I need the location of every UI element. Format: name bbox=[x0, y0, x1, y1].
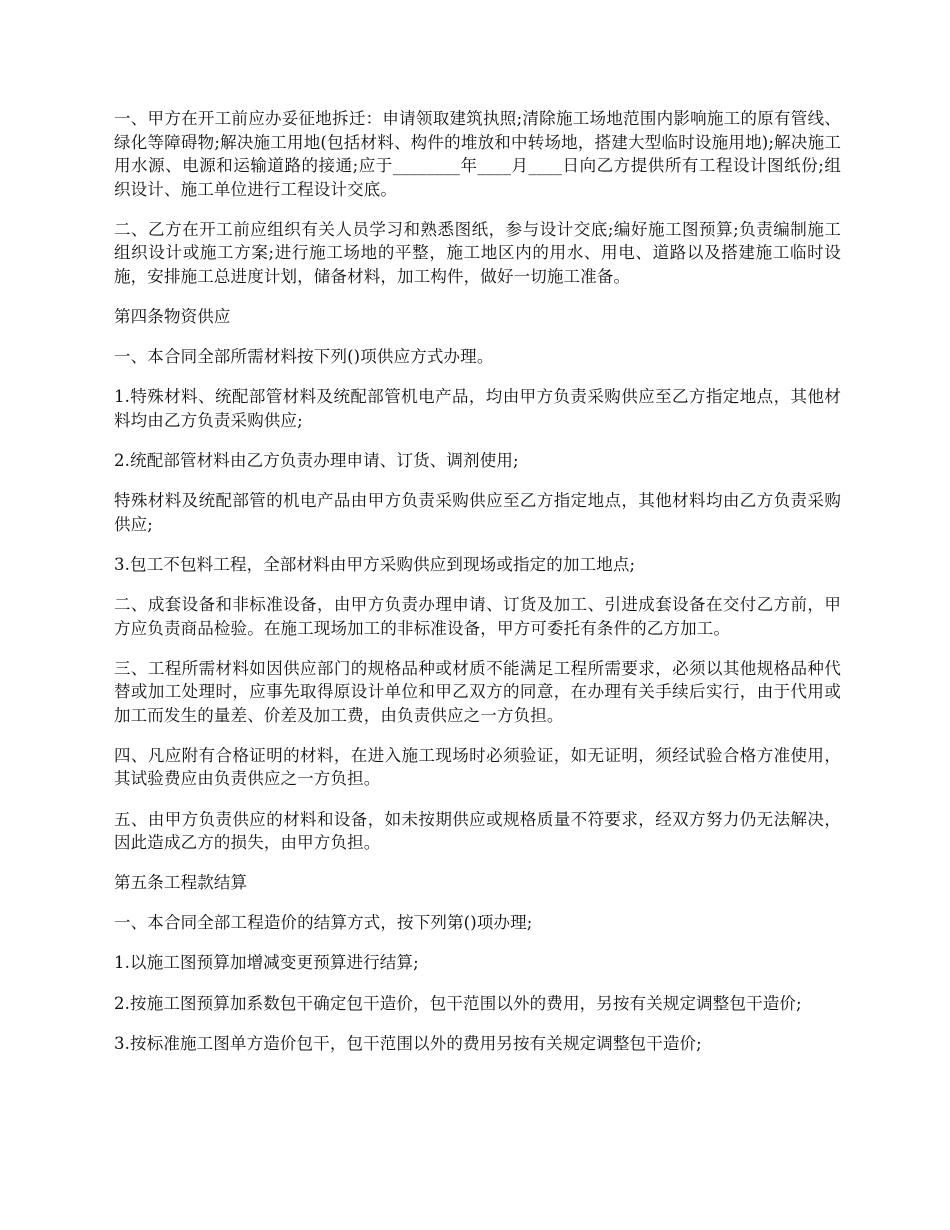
supply-option-2: 2.统配部管材料由乙方负责办理申请、订货、调剂使用; bbox=[114, 451, 519, 471]
materials-supply-method: 一、本合同全部所需材料按下列()项供应方式办理。 bbox=[114, 347, 494, 367]
document-body bbox=[114, 107, 841, 1072]
supply-option-1: 1.特殊材料、统配部管材料及统配部管机电产品，均由甲方负责采购供应至乙方指定地点，其他材料均由乙方负责采购供应; bbox=[114, 387, 841, 430]
clause-party-b-preparation: 二、乙方在开工前应组织有关人员学习和熟悉图纸，参与设计交底;编好施工图预算;负责编制施工组织设计或施工方案;进行施工场地的平整，施工地区内的用水、用电、道路以及搭建施工临时设施，安排施工总进度计划，储备材料，加工构件，做好一切施工准备。 bbox=[114, 219, 841, 287]
settlement-option-1: 1.以施工图预算加增减变更预算进行结算; bbox=[114, 953, 419, 973]
supply-option-3: 3.包工不包料工程，全部材料由甲方采购供应到现场或指定的加工地点; bbox=[114, 554, 636, 574]
settlement-option-2: 2.按施工图预算加系数包干确定包干造价，包干范围以外的费用，另按有关规定调整包干造价; bbox=[114, 993, 802, 1013]
clause-material-substitution: 三、工程所需材料如因供应部门的规格品种或材质不能满足工程所需要求，必须以其他规格品种代替或加工处理时，应事先取得原设计单位和甲乙双方的同意，在办理有关手续后实行，由于代用或加工而发生的量差、价差及加工费，由负责供应之一方负担。 bbox=[114, 658, 841, 725]
clause-certificates: 四、凡应附有合格证明的材料，在进入施工现场时必须验证，如无证明，须经试验合格方准使用，其试验费应由负责供应之一方负担。 bbox=[114, 745, 841, 789]
article-5-heading: 第五条工程款结算 bbox=[114, 873, 248, 893]
clause-equipment: 二、成套设备和非标准设备，由甲方负责办理申请、订货及加工、引进成套设备在交付乙方前，甲方应负责商品检验。在施工现场加工的非标准设备，甲方可委托有条件的乙方加工。 bbox=[114, 594, 841, 638]
supply-option-2-detail: 特殊材料及统配部管的机电产品由甲方负责采购供应至乙方指定地点，其他材料均由乙方负责采购供应; bbox=[114, 491, 841, 534]
settlement-method: 一、本合同全部工程造价的结算方式，按下列第()项办理; bbox=[114, 913, 533, 933]
article-4-heading: 第四条物资供应 bbox=[114, 307, 231, 327]
clause-supply-failure: 五、由甲方负责供应的材料和设备，如未按期供应或规格质量不符要求，经双方努力仍无法解决，因此造成乙方的损失，由甲方负担。 bbox=[114, 809, 841, 853]
settlement-option-3: 3.按标准施工图单方造价包干，包干范围以外的费用另按有关规定调整包干造价; bbox=[114, 1033, 702, 1053]
clause-party-a-preparation: 一、甲方在开工前应办妥征地拆迁：申请领取建筑执照;清除施工场地范围内影响施工的原有管线、绿化等障碍物;解决施工用地(包括材料、构件的堆放和中转场地，搭建大型临时设施用地);解决施工用水源、电源和运输道路的接通;应于________年____月____日向乙方提供所有工程设计图纸份;组织设计、施工单位进行工程设计交底。 bbox=[114, 109, 841, 199]
